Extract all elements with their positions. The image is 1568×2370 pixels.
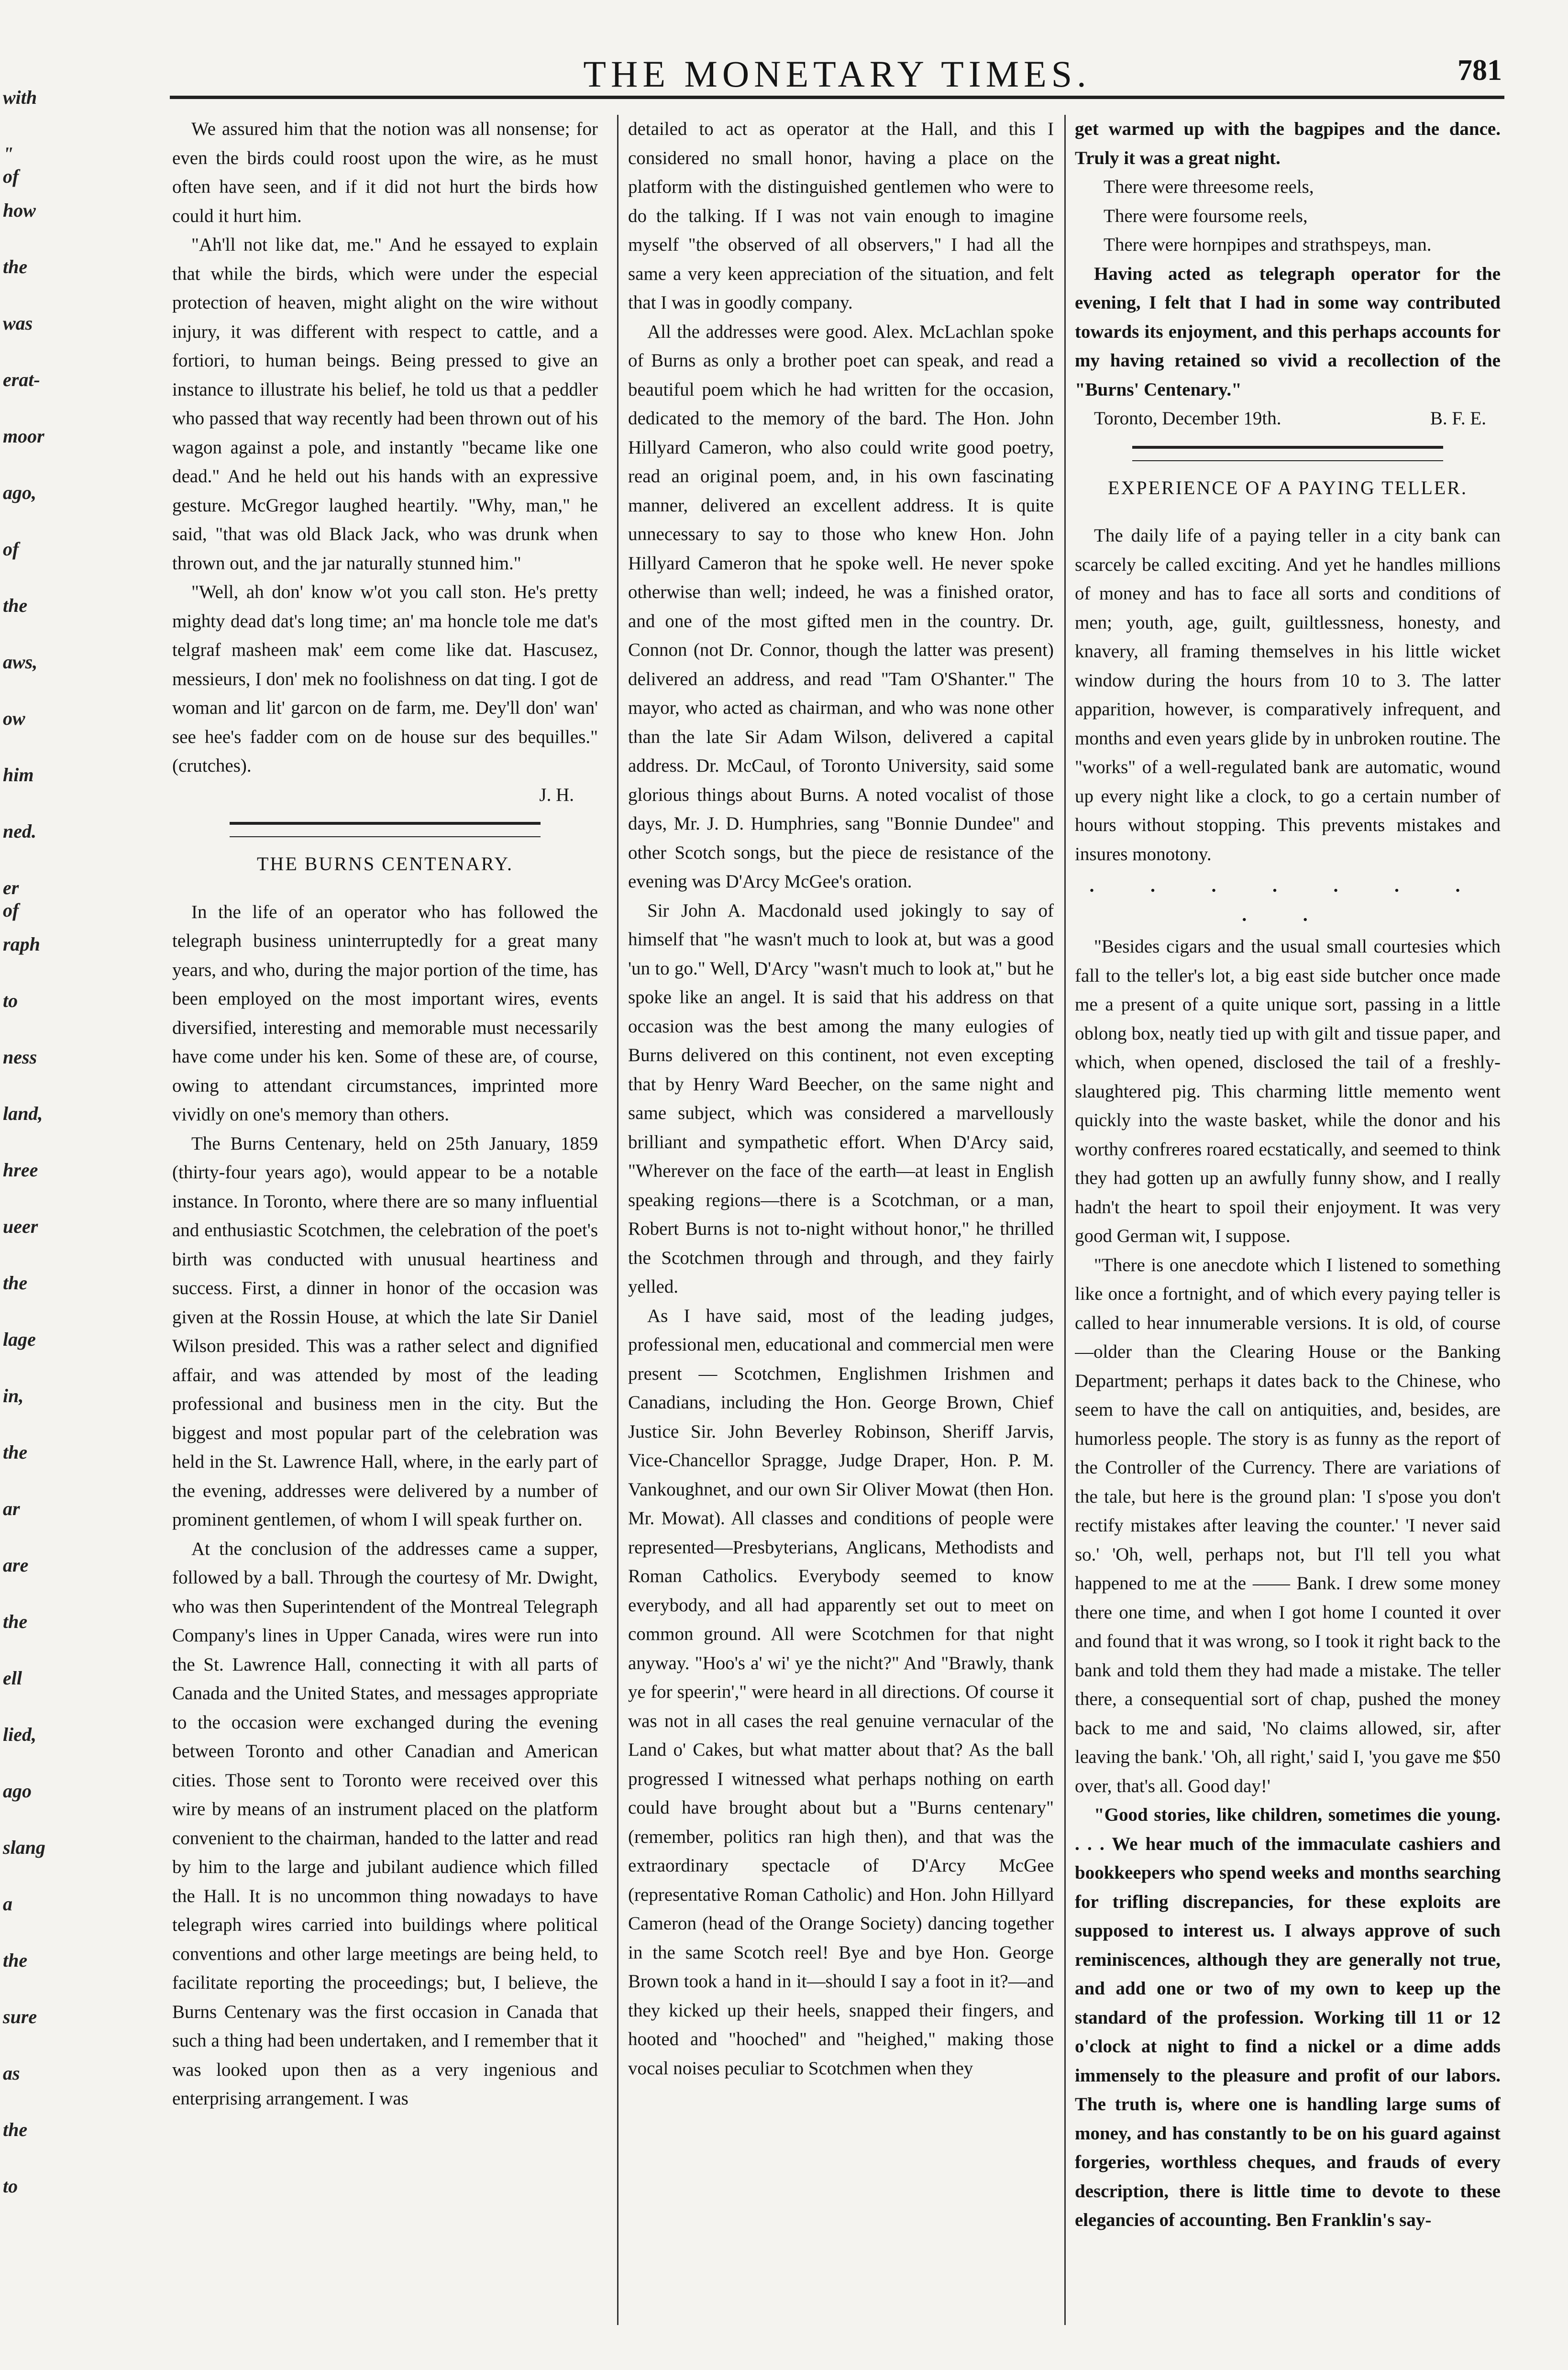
margin-fragment: raph [3, 933, 40, 955]
paragraph: "Besides cigars and the usual small courtesies which fall to the teller's lot, a big east side butcher once made me a present of a quite unique sort, passing in a little oblong box, neatly tied up with gilt and tissue paper, and which, when opened, disclosed the tail of a freshly-slaughtered pig. This charming little memento went quickly into the waste basket, while the donor and his worthy confreres roared ecstatically, and seemed to think they had gotten up an awfully funny show, and I really hadn't the heart to spoil their enjoyment. It was very good German wit, I suppose. [1075, 936, 1501, 1246]
margin-fragment: the [3, 1272, 28, 1294]
section-rule [1132, 446, 1443, 461]
paragraph: "Ah'll not like dat, me." And he essayed to explain that while the birds, which were under the especial protection of heaven, might alight on the wire without injury, it was different with respect to cattle, and a fortiori, to human beings. Being pressed to give an instance to illustrate his belief, he told us that a peddler who passed that way recently had been thrown out of his wagon against a pole, and instantly "became like one dead." And he held out his hands with an expressive gesture. McGregor laughed heartily. "Why, man," he said, "that was old Black Jack, who was drunk when thrown out, and the jar naturally stunned him." [172, 234, 598, 574]
section-break-dots: . . . . . . . . . [1089, 875, 1486, 925]
margin-fragment: moor [3, 425, 44, 447]
margin-fragment: of [3, 538, 19, 560]
margin-fragment: how [3, 199, 36, 221]
margin-fragment: was [3, 312, 33, 334]
margin-fragment: ow [3, 708, 25, 729]
margin-fragment: to [3, 2175, 18, 2197]
page-number: 781 [1458, 54, 1502, 87]
masthead-title: THE MONETARY TIMES. [583, 53, 1091, 95]
margin-fragment: lage [3, 1329, 36, 1350]
margin-fragment: ueer [3, 1216, 38, 1237]
margin-fragment: land, [3, 1103, 43, 1124]
column-divider [617, 115, 618, 2325]
margin-fragment: slang [3, 1837, 45, 1858]
article-heading: EXPERIENCE OF A PAYING TELLER. [1108, 476, 1468, 498]
margin-fragment: ell [3, 1667, 22, 1689]
paragraph: We assured him that the notion was all nonsense; for even the birds could roost upon the wire, as he must often have seen, and if it did not hurt the birds how could it hurt him. [172, 119, 598, 226]
paragraph: "Well, ah don' know w'ot you call ston. He's pretty mighty dead dat's long time; an' ma honcle tole me dat's telgraf masheen mak' eem come like dat. Hascusez, messieurs, I don' mek no foolishness on dat ting. I got de woman and lit' garcon on de farm, me. Dey'll don' wan' see hee's fadder com on de house sur des bequilles." (crutches). [172, 582, 598, 776]
paragraph: As I have said, most of the leading judges, professional men, educational and commercial men were present — Scotchmen, Englishmen Irishmen and Canadians, including the Hon. George Brown, Chief Justice Sir. John Beverley Robinson, Sheriff Jarvis, Vice-Chancellor Spragge, Judge Draper, Hon. P. M. Vankoughnet, and our own Sir Oliver Mowat (then Hon. Mr. Mowat). All classes and conditions of people were represented—Presbyterians, Anglicans, Methodists and Roman Catholics. Everybody seemed to know everybody, and all had apparently set out to meet on common ground. All were Scotchmen for that night anyway. "Hoo's a' wi' ye the nicht?" And "Brawly, thank ye for speerin'," were heard in all directions. Of course it was not in all cases the real genuine vernacular of the Land o' Cakes, but what matter about that? As the ball progressed I witnessed what perhaps nothing on earth could have brought about but a "Burns centenary" (remember, politics ran high then), and that was the extraordinary spectacle of D'Arcy McGee (representative Roman Catholic) and Hon. John Hillyard Cameron (head of the Orange Society) dancing together in the same Scotch reel! Bye and bye Hon. George Brown took a hand in it—should I say a foot in it?—and they kicked up their heels, snapped their fingers, and hooted and "hooched" and "heighed," making those vocal noises peculiar to Scotchmen when they [628, 1305, 1054, 2079]
header-rule [170, 96, 1504, 99]
paragraph: detailed to act as operator at the Hall, and this I considered no small honor, having a place on the platform with the distinguished gentlemen who were to do the talking. If I was not vain enough to imagine myself "the observed of all observers," I had all the same a very keen appreciation of the situation, and felt that I was in goodly company. [628, 119, 1054, 313]
signature: B. F. E. [1430, 408, 1486, 429]
margin-fragment: hree [3, 1159, 38, 1181]
column-3 [1075, 115, 1501, 2335]
paragraph: get warmed up with the bagpipes and the dance. Truly it was a great night. [1075, 119, 1501, 168]
margin-fragment: lied, [3, 1724, 36, 1745]
margin-fragment: ned. [3, 820, 36, 842]
margin-fragment: him [3, 764, 34, 786]
column-1 [172, 115, 598, 2335]
margin-fragment: to [3, 990, 18, 1011]
margin-fragment: " of [3, 143, 19, 187]
margin-fragment: ago, [3, 482, 36, 503]
margin-fragment: as [3, 2062, 20, 2084]
verse-line: There were threesome reels, [1104, 177, 1314, 197]
paragraph: Sir John A. Macdonald used jokingly to say of himself that "he wasn't much to look at, but was a good 'un to go." Well, D'Arcy "wasn't much to look at," but he spoke like an angel. It is said that his address on that occasion was the best among the many eulogies of Burns delivered on this continent, not even excepting that by Henry Ward Beecher, on the same night and same subject, which was considered a marvellously brilliant and sympathetic effort. When D'Arcy said, "Wherever on the face of the earth—at least in English speaking regions—there is a Scotchman, or a man, Robert Burns is not to-night without honor," he thrilled the Scotchmen through and through, and they fairly yelled. [628, 900, 1054, 1297]
margin-fragment: the [3, 595, 28, 616]
margin-fragment: aws, [3, 651, 38, 673]
signature: J. H. [539, 784, 574, 805]
margin-fragment: with [3, 87, 37, 108]
margin-fragment: ness [3, 1046, 37, 1068]
dateline: Toronto, December 19th. [1094, 408, 1281, 429]
column-divider [1064, 115, 1066, 2325]
paragraph: "There is one anecdote which I listened to something like once a fortnight, and of which every paying teller is called to hear innumerable versions. It is old, of course—older than the Clearing House or the Banking Department; perhaps it dates back to the Chinese, who seem to have the call on antiquities, and, besides, are humorless people. The story is as funny as the report of the Controller of the Currency. There are variations of the tale, but here is the ground plan: 'I s'pose you don't rectify mistakes after leaving the counter.' 'I never said so.' 'Oh, well, perhaps not, but I'll tell you what happened to me at the —— Bank. I drew some money there one time, and when I got home I counted it over and found that it was wrong, so I took it right back to the bank and told them they had made a mistake. The teller there, a consequential sort of chap, pushed the money back to me and said, 'No claims allowed, sir, after leaving the bank.' 'Oh, all right,' said I, 'you gave me $50 over, that's all. Good day!' [1075, 1254, 1501, 1796]
margin-fragment: the [3, 1949, 28, 1971]
paragraph: The Burns Centenary, held on 25th January, 1859 (thirty-four years ago), would appear to be a notable instance. In Toronto, where there are so many influential and enthusiastic Scotchmen, the celebration of the poet's birth was conducted with unusual heartiness and success. First, a dinner in honor of the occasion was given at the Rossin House, at which the late Sir Daniel Wilson presided. This was a rather select and dignified affair, and was attended by most of the leading professional and business men in the city. But the biggest and most popular part of the celebration was held in the St. Lawrence Hall, where, in the early part of the evening, addresses were delivered by a number of prominent gentlemen, of whom I will speak further on. [172, 1133, 598, 1530]
article-heading: THE BURNS CENTENARY. [257, 853, 513, 875]
paragraph: All the addresses were good. Alex. McLachlan spoke of Burns as only a brother poet can speak, and read a beautiful poem which he had written for the occasion, dedicated to the memory of the bard. The Hon. John Hillyard Cameron, who also could write good poetry, read an original poem, and, in his own fascinating manner, delivered an excellent address. It is quite unnecessary to say to those who knew Hon. John Hillyard Cameron that he spoke well. He never spoke otherwise than well; indeed, he was a finished orator, and one of the most gifted men in the country. Dr. Connon (not Dr. Connor, though the latter was present) delivered an address, and read "Tam O'Shanter." The mayor, who acted as chairman, and who was none other than the late Sir Adam Wilson, delivered a capital address. Dr. McCaul, of Toronto University, said some glorious things about Burns. A noted vocalist of those days, Mr. J. D. Humphries, sang "Bonnie Dundee" and other Scotch songs, but the piece de resistance of the evening was D'Arcy McGee's oration. [628, 321, 1054, 892]
verse-line: There were hornpipes and strathspeys, man. [1104, 234, 1432, 255]
margin-fragment: ago [3, 1780, 32, 1802]
column-2 [628, 115, 1054, 2335]
paragraph: At the conclusion of the addresses came a supper, followed by a ball. Through the courtesy of Mr. Dwight, who was then Superintendent of the Montreal Telegraph Company's lines in Upper Canada, wires were run into the St. Lawrence Hall, connecting it with all parts of Canada and the United States, and messages appropriate to the occasion were exchanged during the evening between Toronto and other Canadian and American cities. Those sent to Toronto were received over this wire by means of an instrument placed on the platform convenient to the chairman, handed to the latter and read by him to the large and jubilant audience which filled the Hall. It is no uncommon thing nowadays to have telegraph wires carried into buildings where political conventions and other large meetings are being held, to facilitate reporting the proceedings; but, I believe, the Burns Centenary was the first occasion in Canada that such a thing had been undertaken, and I remember that it was looked upon then as a very ingenious and enterprising arrangement. I was [172, 1538, 598, 2109]
margin-fragment: ar [3, 1498, 20, 1519]
margin-fragment: erat- [3, 369, 40, 390]
margin-fragment: in, [3, 1385, 24, 1406]
page-header [172, 53, 1502, 96]
margin-fragment: a [3, 1893, 12, 1915]
margin-fragment: are [3, 1554, 29, 1576]
verse-line: There were foursome reels, [1104, 205, 1308, 226]
paragraph: The daily life of a paying teller in a city bank can scarcely be called exciting. And yet he handles millions of money and has to face all sorts and conditions of men; youth, age, guilt, guiltlessness, honesty, and knavery, all framing themselves in his little wicket window during the hours from 10 to 3. The latter apparition, however, is comparatively infrequent, and months and even years glide by in unbroken routine. The "works" of a well-regulated bank are automatic, wound up every night like a clock, to go a certain number of hours without stopping. This prevents mistakes and insures monotony. [1075, 525, 1501, 864]
margin-fragment: sure [3, 2006, 37, 2027]
margin-fragment: the [3, 256, 28, 277]
paragraph: In the life of an operator who has followed the telegraph business uninterruptedly for a great many years, and who, during the major portion of the time, has been employed on the most important wires, events diversified, interesting and memorable must necessarily have come under his ken. Some of these are, of course, owing to attendant circumstances, imprinted more vividly on one's memory than others. [172, 901, 598, 1125]
margin-bleed-fragments [0, 86, 45, 2287]
margin-fragment: the [3, 1441, 28, 1463]
paragraph: Having acted as telegraph operator for the evening, I felt that I had in some way contributed towards its enjoyment, and this perhaps accounts for my having retained so vivid a recollection of the "Burns' Centenary." [1075, 263, 1501, 400]
margin-fragment: the [3, 2119, 28, 2140]
margin-fragment: the [3, 1611, 28, 1632]
margin-fragment: er of [3, 877, 19, 921]
section-rule [230, 822, 541, 837]
signature-line [1075, 404, 1501, 433]
paragraph: "Good stories, like children, sometimes die young. . . . We hear much of the immaculate cashiers and bookkeepers who spend weeks and months searching for trifling discrepancies, for these exploits are supposed to interest us. I always approve of such reminiscences, although they are generally not true, and add one or two of my own to keep up the standard of the profession. Working till 11 or 12 o'clock at night to find a nickel or a dime adds immensely to the pleasure and profit of our labors. The truth is, where one is handling large sums of money, and has constantly to be on his guard against forgeries, worthless cheques, and frauds of every description, there is little time to devote to these elegancies of accounting. Ben Franklin's say- [1075, 1805, 1501, 2230]
